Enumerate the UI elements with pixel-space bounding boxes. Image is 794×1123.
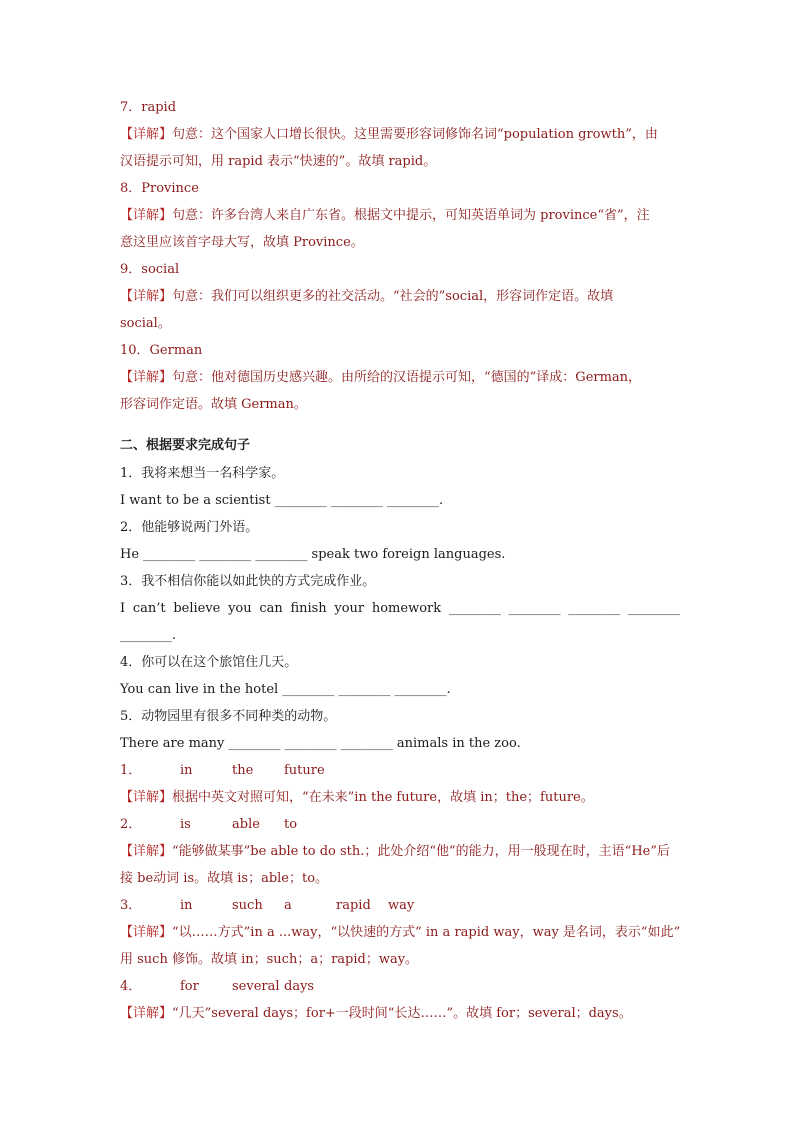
answer-word: able [232,817,260,832]
word: finish [290,601,327,616]
answer-word: to [284,817,298,832]
answer-word: days [284,979,315,994]
question-chinese: 4．你可以在这个旅馆住几天。 [120,655,298,670]
section-title: 二、根据要求完成句子 [120,438,251,453]
answer-word: rapid [336,898,371,913]
blank: ________ [627,601,680,616]
question-2 [120,514,680,568]
answer-words [120,757,680,784]
explanation-line: 【详解】句意：许多台湾人来自广东省。根据文中提示，可知英语单词为 province“省”，注 [120,208,650,223]
explanation-line: 【详解】根据中英文对照可知，“在未来”in the future，故填 in；the；future。 [120,790,594,805]
word: you [228,601,252,616]
explanation-tag: 【详解】 [120,127,173,142]
explanation-tag: 【详解】 [120,289,173,304]
word: can’t [132,601,166,616]
explanation-line: 接 be动词 is。故填 is；able；to。 [120,871,329,886]
answer-number: 7．rapid [120,100,177,115]
question-3 [120,568,680,649]
question-english: I want to be a scientist ________ ________ ________. [120,493,444,508]
question-english: There are many ________ ________ ________ animals in the zoo. [120,736,521,751]
explanation-tag: 【详解】 [120,790,173,805]
word: homework [371,601,442,616]
explanation-line: 【详解】句意：我们可以组织更多的社交活动。“社会的”social，形容词作定语。故填 [120,289,614,304]
answer-block-10 [120,337,680,418]
answer-number: 1． [120,763,142,778]
explanation-line: 用 such 修饰。故填 in；such；a；rapid；way。 [120,952,419,967]
answer-word: way [388,898,415,913]
answer-4 [120,973,680,1027]
explanation-tag: 【详解】 [120,844,173,859]
explanation-tag: 【详解】 [120,925,173,940]
answer-3 [120,892,680,973]
explanation-line: 意这里应该首字母大写，故填 Province。 [120,235,364,250]
answer-word: in [180,898,193,913]
question-english: He ________ ________ ________ speak two foreign languages. [120,547,506,562]
explanation-line: 【详解】“能够做某事”be able to do sth.；此处介绍“他”的能力，用一般现在时，主语“He”后 [120,844,670,859]
answer-word: such [232,898,263,913]
answer-block-9 [120,256,680,337]
answer-1 [120,757,680,811]
answer-word: is [180,817,191,832]
explanation-line: 【详解】“以……方式”in a ...way，“以快速的方式” in a rapid way，way 是名词，表示“如此” [120,925,681,940]
answer-number: 2． [120,817,142,832]
answer-word: a [284,898,292,913]
question-chinese: 2．他能够说两门外语。 [120,520,259,535]
word: believe [173,601,221,616]
answer-number: 4． [120,979,142,994]
question-5 [120,703,680,757]
question-chinese: 1．我将来想当一名科学家。 [120,466,285,481]
word: your [334,601,365,616]
blank: ________ [568,601,621,616]
answer-word: in [180,763,193,778]
answer-number: 3． [120,898,142,913]
answer-2 [120,811,680,892]
answer-block-8 [120,175,680,256]
question-chinese: 3．我不相信你能以如此快的方式完成作业。 [120,574,376,589]
question-chinese: 5．动物园里有很多不同种类的动物。 [120,709,337,724]
explanation-tag: 【详解】 [120,370,173,385]
document-page [120,94,680,1027]
answer-words [120,892,680,919]
question-english [120,595,680,622]
answer-number: 8．Province [120,181,199,196]
answer-words [120,811,680,838]
explanation-line: social。 [120,316,171,331]
answer-number: 10．German [120,343,203,358]
answer-word: several [232,979,280,994]
blank: ________ [508,601,561,616]
question-4 [120,649,680,703]
answer-block-7 [120,94,680,175]
word: can [259,601,283,616]
word: I [120,601,126,616]
explanation-line: 【详解】“几天”several days；for+一段时间“长达……”。故填 for；several；days。 [120,1006,632,1021]
answer-words [120,973,680,1000]
question-1 [120,460,680,514]
blank: ________ [448,601,501,616]
answer-word: future [284,763,325,778]
explanation-line: 【详解】句意：这个国家人口增长很快。这里需要形容词修饰名词“population growth”，由 [120,127,658,142]
question-english-cont: ________. [120,628,177,643]
explanation-tag: 【详解】 [120,208,173,223]
question-english: You can live in the hotel ________ ________ ________. [120,682,451,697]
answer-number: 9．social [120,262,180,277]
answer-word: the [232,763,254,778]
explanation-line: 形容词作定语。故填 German。 [120,397,307,412]
answer-word: for [180,979,199,994]
explanation-line: 汉语提示可知，用 rapid 表示“快速的”。故填 rapid。 [120,154,437,169]
explanation-tag: 【详解】 [120,1006,173,1021]
explanation-line: 【详解】句意：他对德国历史感兴趣。由所给的汉语提示可知，“德国的”译成：German， [120,370,642,385]
